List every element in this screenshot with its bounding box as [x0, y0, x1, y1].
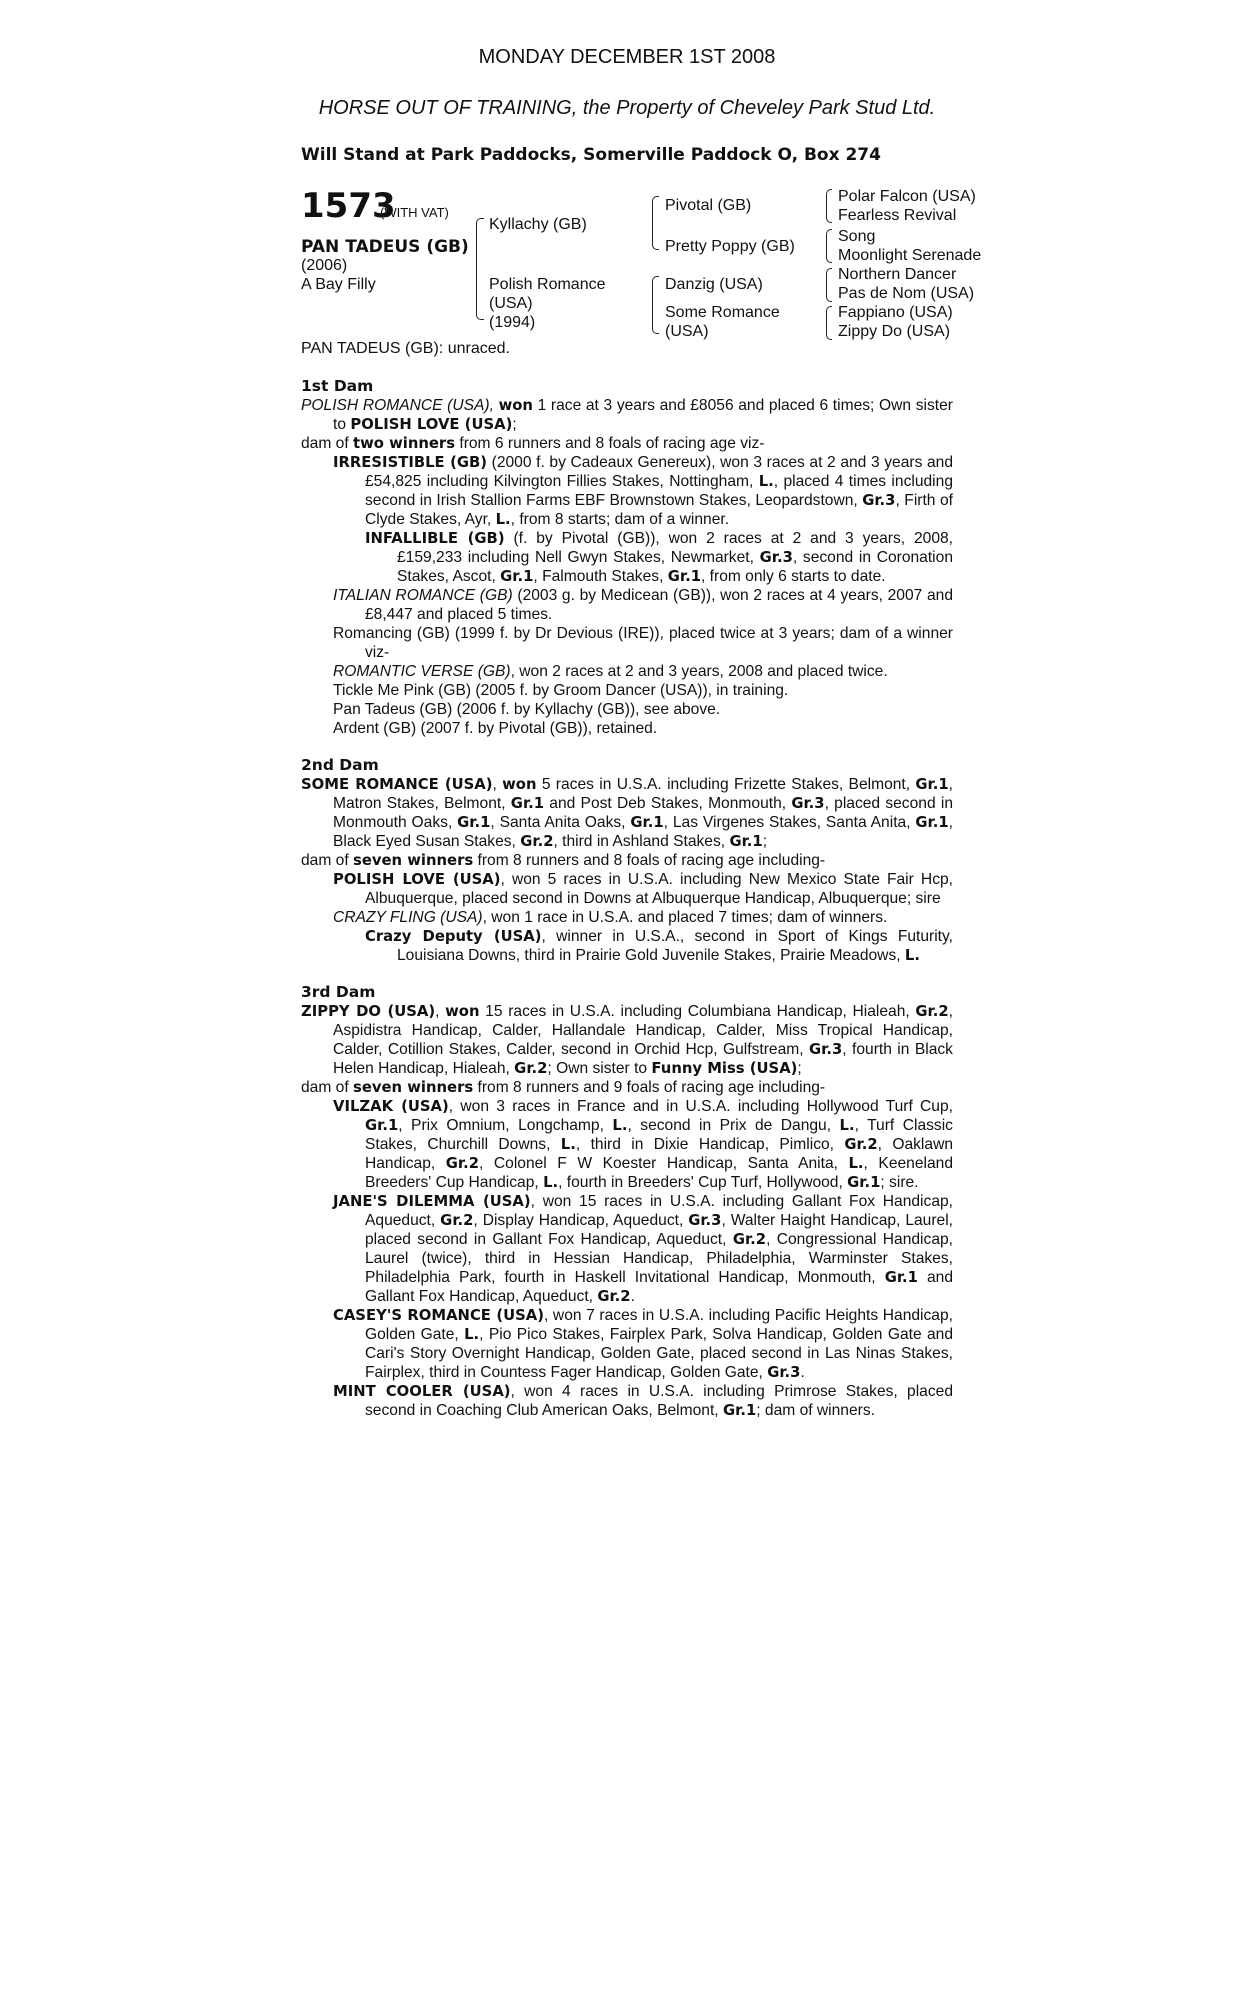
bold-text: Gr.3 [862, 492, 896, 509]
text-run: , third in Dixie Handicap, Pimlico, [575, 1136, 845, 1153]
bold-text: L. [464, 1326, 480, 1343]
bold-text: Gr.2 [732, 1231, 767, 1248]
bold-text: Gr.2 [844, 1136, 878, 1153]
bold-text: Gr.2 [597, 1288, 631, 1305]
bold-text: L. [543, 1174, 559, 1191]
bold-text: POLISH LOVE (USA) [350, 416, 513, 433]
text-run: , won 15 races in U.S.A. including Gallant Fox Handicap, Aqueduct, [365, 1193, 953, 1229]
text-run: , won 3 races in France and in U.S.A. including Hollywood Turf Cup, [448, 1098, 953, 1115]
pedigree-brace [826, 189, 832, 223]
pedigree-gg2: Fearless Revival [838, 207, 957, 224]
horse-description: A Bay Filly [301, 276, 376, 293]
bold-text: Gr.1 [510, 795, 545, 812]
pedigree-dam-dam-country: (USA) [665, 323, 709, 340]
bold-text: Gr.3 [759, 549, 793, 566]
sale-subtitle: HORSE OUT OF TRAINING, the Property of Cheveley Park Stud Ltd. [318, 97, 936, 119]
text-run: dam of [301, 852, 354, 869]
horse-year: (2006) [301, 257, 348, 274]
pedigree-sire-dam: Pretty Poppy (GB) [665, 238, 795, 255]
text-run: dam of [301, 435, 354, 452]
produce-entry [301, 662, 953, 681]
text-run: , won 2 races at 2 and 3 years, 2008 and placed twice. [510, 663, 888, 680]
bold-text: won [445, 1003, 480, 1020]
produce-summary [301, 1078, 953, 1097]
pedigree-brace [826, 306, 832, 340]
dam-paragraph [301, 396, 953, 434]
produce-summary [301, 851, 953, 870]
bold-text: POLISH LOVE (USA) [333, 871, 501, 888]
pedigree-brace [652, 196, 659, 250]
bold-text: won [498, 397, 533, 414]
text-run: , Walter Haight Handicap, Laurel, placed second in Gallant Fox Handicap, Aqueduct, [365, 1212, 954, 1248]
text-run: , won 5 races in U.S.A. including New Mexico State Fair Hcp, Albuquerque, placed second in Downs at Albuquerque Handicap, Albuquerque; sire [365, 871, 953, 907]
bold-text: two winners [353, 435, 456, 452]
pedigree-gg1: Polar Falcon (USA) [838, 188, 976, 205]
bold-text: L. [758, 473, 774, 490]
bold-text: Gr.1 [722, 1402, 757, 1419]
bold-text: Gr.2 [514, 1060, 548, 1077]
bold-text: L. [612, 1117, 628, 1134]
text-run: , Display Handicap, Aqueduct, [473, 1212, 689, 1229]
text-run: (2003 g. by Medicean (GB)), won 2 races at 4 years, 2007 and £8,447 and placed 5 times. [365, 587, 953, 623]
bold-text: Gr.1 [915, 814, 949, 831]
produce-entry [301, 1382, 953, 1420]
produce-entry [301, 1306, 953, 1382]
bold-text: L. [839, 1117, 855, 1134]
produce-entry [301, 586, 953, 624]
text-run: , third in Ashland Stakes, [553, 833, 730, 850]
text-run: , Black Eyed Susan Stakes, [333, 814, 953, 850]
produce-entry [301, 870, 953, 908]
pedigree-brace [476, 218, 484, 320]
text-run: , Oaklawn Handicap, [365, 1136, 953, 1172]
text-run: , fourth in Black Helen Handicap, Hialeah, [333, 1041, 953, 1077]
text-run: . [800, 1364, 805, 1381]
bold-text: Gr.2 [520, 833, 554, 850]
text-run: ; Own sister to [547, 1060, 652, 1077]
text-run: from 8 runners and 8 foals of racing age including- [473, 852, 826, 869]
bold-text: Gr.3 [688, 1212, 722, 1229]
bold-text: L. [848, 1155, 864, 1172]
bold-text: seven winners [353, 852, 474, 869]
text-run: and Post Deb Stakes, Monmouth, [544, 795, 792, 812]
text-run: , second in Coronation Stakes, Ascot, [397, 549, 953, 585]
produce-entry [301, 681, 953, 700]
bold-text: Gr.2 [915, 1003, 949, 1020]
section-heading: 3rd Dam [301, 983, 376, 1001]
text-run: , [435, 1003, 446, 1020]
text-run: from 6 runners and 8 foals of racing age viz- [455, 435, 765, 452]
text-run: , from only 6 starts to date. [701, 568, 886, 585]
bold-text: Gr.1 [729, 833, 763, 850]
bold-text: JANE'S DILEMMA (USA) [333, 1193, 531, 1210]
text-run: ; [797, 1060, 802, 1077]
text-run: , Colonel F W Koester Handicap, Santa Anita, [479, 1155, 849, 1172]
pedigree-sire-sire: Pivotal (GB) [665, 197, 752, 214]
italic-text: ROMANTIC VERSE (GB) [333, 663, 511, 680]
bold-text: VILZAK (USA) [333, 1098, 449, 1115]
italic-text: , [489, 397, 499, 414]
section-heading: 1st Dam [301, 377, 374, 395]
bold-text: Crazy Deputy (USA) [365, 928, 542, 945]
pedigree-brace [826, 268, 832, 302]
bold-text: Gr.2 [445, 1155, 480, 1172]
text-run: . [630, 1288, 635, 1305]
produce-entry [301, 453, 953, 529]
pedigree-gg8: Zippy Do (USA) [838, 323, 951, 340]
text-run: ; dam of winners. [756, 1402, 875, 1419]
produce-entry [301, 927, 953, 965]
text-run: , Keeneland Breeders' Cup Handicap, [365, 1155, 953, 1191]
pedigree-dam-year: (1994) [489, 314, 536, 331]
text-run: , [492, 776, 503, 793]
produce-entry [301, 529, 953, 586]
vat-note: (WITH VAT) [380, 205, 449, 220]
section-heading: 2nd Dam [301, 756, 379, 774]
text-run: , second in Prix de Dangu, [627, 1117, 840, 1134]
text-run: , won 4 races in U.S.A. including Primrose Stakes, placed second in Coaching Club American Oaks, Belmont, [365, 1383, 953, 1419]
text-run: ; [762, 833, 768, 850]
bold-text: IRRESISTIBLE (GB) [333, 454, 488, 471]
text-run: , Pio Pico Stakes, Fairplex Park, Solva Handicap, Golden Gate and Cari's Story Overnight Handicap, Golden Gate, placed second in Las Ninas Stakes, Fairplex, third in Countess Fager Handicap, Golden Gate, [365, 1326, 953, 1381]
catalogue-body [301, 377, 953, 1420]
bold-text: ZIPPY DO (USA) [301, 1003, 436, 1020]
produce-entry [301, 624, 953, 662]
bold-text: Funny Miss (USA) [651, 1060, 798, 1077]
text-run: (2000 f. by Cadeaux Genereux), won 3 races at 2 and 3 years and £54,825 including Kilvington Fillies Stakes, Nottingham, [365, 454, 953, 490]
bold-text: MINT COOLER (USA) [333, 1383, 511, 1400]
pedigree-dam-sire: Danzig (USA) [665, 276, 763, 293]
text-run: 5 races in U.S.A. including Frizette Stakes, Belmont, [536, 776, 916, 793]
dam-paragraph [301, 1002, 953, 1078]
lot-number: 1573 [301, 186, 396, 226]
text-run: Pan Tadeus (GB) (2006 f. by Kyllachy (GB)), see above. [333, 701, 721, 718]
text-run: , Aspidistra Handicap, Calder, Hallandale Handicap, Calder, Miss Tropical Handicap, Calder, Cotillion Stakes, Calder, second in Orchid Hcp, Gulfstream, [333, 1003, 953, 1058]
bold-text: SOME ROMANCE (USA) [301, 776, 493, 793]
pedigree-gg6: Pas de Nom (USA) [838, 285, 975, 302]
bold-text: Gr.3 [809, 1041, 843, 1058]
bold-text: Gr.1 [457, 814, 491, 831]
pedigree-gg5: Northern Dancer [838, 266, 957, 283]
text-run: ; sire. [880, 1174, 919, 1191]
pedigree-gg3: Song [838, 228, 876, 245]
text-run: , won 7 races in U.S.A. including Pacific Heights Handicap, Golden Gate, [365, 1307, 953, 1343]
text-run: from 8 runners and 9 foals of racing age including- [473, 1079, 826, 1096]
produce-summary [301, 434, 953, 453]
text-run: , Falmouth Stakes, [533, 568, 668, 585]
bold-text: Gr.1 [667, 568, 701, 585]
text-run: , Prix Omnium, Longchamp, [398, 1117, 613, 1134]
text-run: , winner in U.S.A., second in Sport of Kings Futurity, Louisiana Downs, third in Prairie Gold Juvenile Stakes, Prairie Meadows, [397, 928, 953, 964]
horse-name: PAN TADEUS (GB) [301, 237, 469, 257]
text-run: , from 8 starts; dam of a winner. [510, 511, 730, 528]
bold-text: CASEY'S ROMANCE (USA) [333, 1307, 544, 1324]
pedigree-brace [652, 276, 659, 334]
text-run: (f. by Pivotal (GB)), won 2 races at 2 and 3 years, 2008, £159,233 including Nell Gwyn Stakes, Newmarket, [397, 530, 953, 566]
text-run: Romancing (GB) (1999 f. by Dr Devious (IRE)), placed twice at 3 years; dam of a winner viz- [333, 625, 953, 661]
text-run: dam of [301, 1079, 354, 1096]
italic-text: POLISH ROMANCE (USA) [301, 397, 490, 414]
bold-text: won [502, 776, 537, 793]
text-run: , Matron Stakes, Belmont, [333, 776, 953, 812]
pedigree-gg7: Fappiano (USA) [838, 304, 953, 321]
produce-entry [301, 719, 953, 738]
pedigree-sire: Kyllachy (GB) [489, 216, 587, 233]
text-run: Ardent (GB) (2007 f. by Pivotal (GB)), retained. [333, 720, 658, 737]
bold-text: Gr.1 [915, 776, 949, 793]
bold-text: INFALLIBLE (GB) [365, 530, 505, 547]
pedigree-dam: Polish Romance [489, 276, 606, 293]
text-run: and Gallant Fox Handicap, Aqueduct, [365, 1269, 954, 1305]
stand-location: Will Stand at Park Paddocks, Somerville Paddock O, Box 274 [301, 145, 881, 165]
pedigree-dam-dam: Some Romance [665, 304, 780, 321]
bold-text: Gr.3 [767, 1364, 801, 1381]
bold-text: Gr.1 [884, 1269, 918, 1286]
text-run: , won 1 race in U.S.A. and placed 7 times; dam of winners. [482, 909, 888, 926]
bold-text: L. [495, 511, 511, 528]
sale-date: MONDAY DECEMBER 1ST 2008 [478, 46, 776, 68]
text-run: , Congressional Handicap, Laurel (twice), third in Hessian Handicap, Philadelphia, Warminster Stakes, Philadelphia Park, fourth in Haskell Invitational Handicap, Monmouth, [365, 1231, 953, 1286]
produce-entry [301, 908, 953, 927]
bold-text: L. [904, 947, 920, 964]
pedigree-gg4: Moonlight Serenade [838, 247, 982, 264]
bold-text: seven winners [353, 1079, 474, 1096]
text-run: , Santa Anita Oaks, [490, 814, 631, 831]
italic-text: CRAZY FLING (USA) [333, 909, 483, 926]
bold-text: Gr.2 [440, 1212, 474, 1229]
text-run: 15 races in U.S.A. including Columbiana Handicap, Hialeah, [479, 1003, 916, 1020]
text-run: Tickle Me Pink (GB) (2005 f. by Groom Dancer (USA)), in training. [333, 682, 789, 699]
bold-text: Gr.1 [847, 1174, 881, 1191]
text-run: , placed second in Monmouth Oaks, [333, 795, 953, 831]
text-run: , fourth in Breeders' Cup Turf, Hollywood, [558, 1174, 848, 1191]
text-run: ; [512, 416, 517, 433]
race-record: PAN TADEUS (GB): unraced. [301, 340, 510, 357]
text-run: 1 race at 3 years and £8056 and placed 6 times; Own sister to [333, 397, 953, 433]
pedigree-brace [826, 229, 832, 263]
text-run: , Firth of Clyde Stakes, Ayr, [365, 492, 953, 528]
produce-entry [301, 700, 953, 719]
pedigree-dam-country: (USA) [489, 295, 533, 312]
produce-entry [301, 1192, 953, 1306]
bold-text: Gr.1 [365, 1117, 399, 1134]
bold-text: L. [560, 1136, 576, 1153]
bold-text: Gr.3 [791, 795, 825, 812]
text-run: , Las Virgenes Stakes, Santa Anita, [663, 814, 916, 831]
text-run: , Turf Classic Stakes, Churchill Downs, [365, 1117, 953, 1153]
produce-entry [301, 1097, 953, 1192]
bold-text: Gr.1 [630, 814, 664, 831]
italic-text: ITALIAN ROMANCE (GB) [333, 587, 513, 604]
text-run: , placed 4 times including second in Irish Stallion Farms EBF Brownstown Stakes, Leopardstown, [365, 473, 953, 509]
dam-paragraph [301, 775, 953, 851]
bold-text: Gr.1 [500, 568, 534, 585]
